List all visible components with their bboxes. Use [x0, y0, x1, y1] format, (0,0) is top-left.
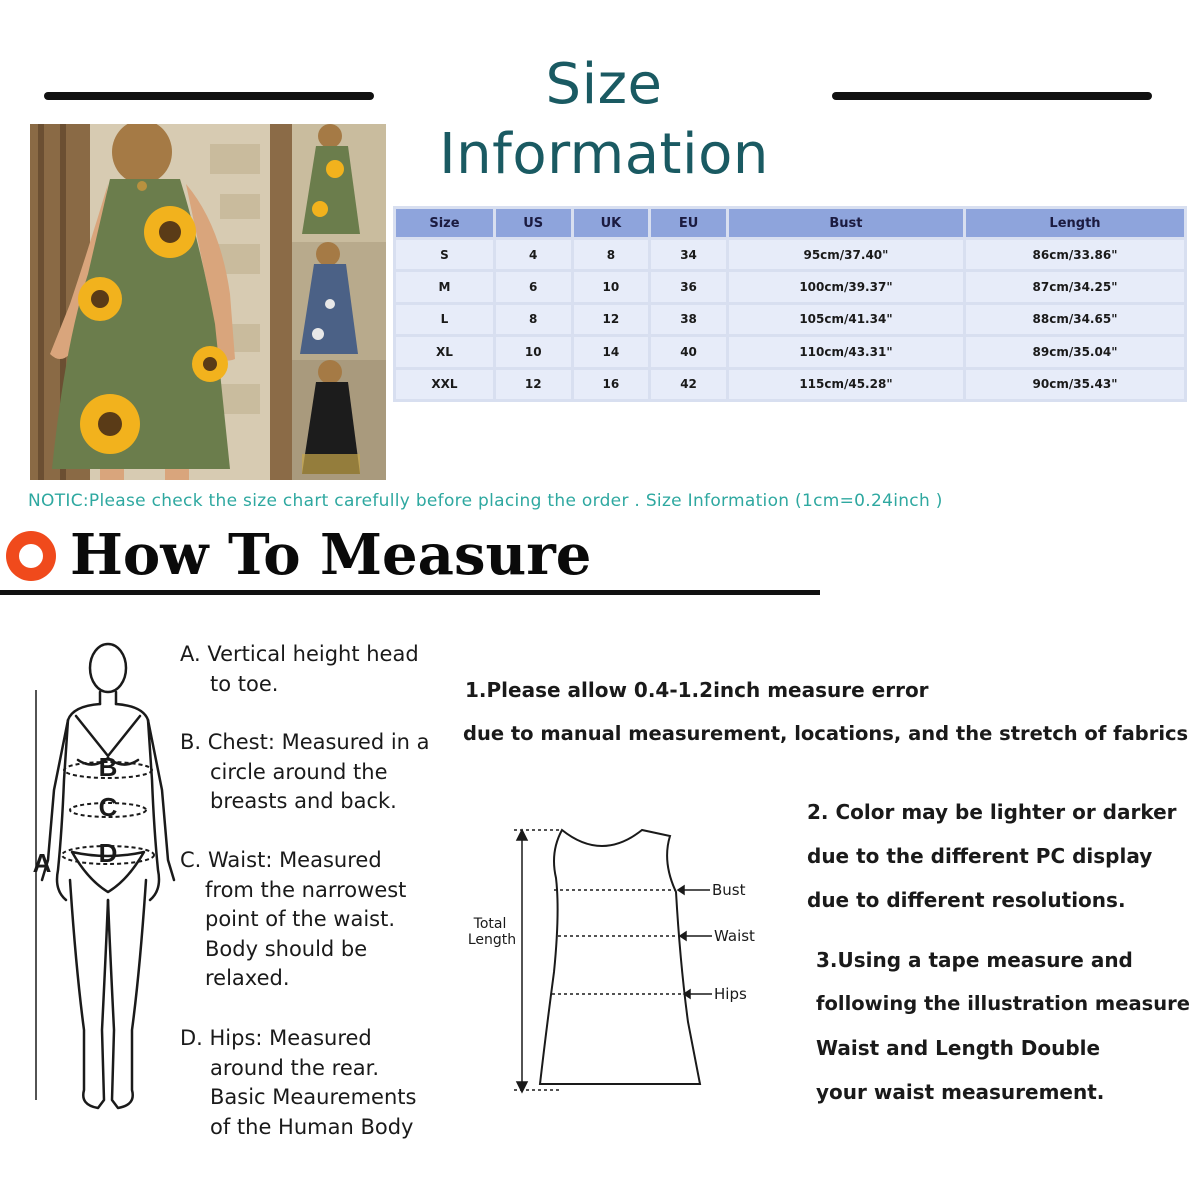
table-row — [396, 305, 1184, 334]
table-cell: 16 — [574, 370, 649, 399]
body-label-c: C — [98, 792, 118, 822]
table-cell: 6 — [496, 272, 571, 301]
table-cell: 90cm/35.43" — [966, 370, 1184, 399]
page-title: Size Information — [439, 52, 769, 187]
note-3-line-4: your waist measurement. — [816, 1080, 1105, 1104]
table-cell: 95cm/37.40" — [729, 240, 963, 269]
definition-c — [180, 846, 406, 994]
table-cell: L — [396, 305, 493, 334]
column-header: UK — [574, 209, 649, 237]
definition-line: from the narrowest — [205, 877, 407, 902]
table-cell: 40 — [651, 337, 726, 366]
body-label-b: B — [98, 752, 118, 782]
size-chart-table — [393, 206, 1187, 402]
hips-label: Hips — [714, 985, 747, 1003]
definition-line: B. Chest: Measured in a — [180, 730, 430, 754]
note-3-line-3: Waist and Length Double — [816, 1036, 1101, 1060]
note-1-line-1: 1.Please allow 0.4-1.2inch measure error — [465, 678, 929, 702]
note-1-line-2: due to manual measurement, locations, and the stretch of fabrics — [463, 722, 1189, 745]
definition-b — [180, 728, 430, 817]
table-cell: 110cm/43.31" — [729, 337, 963, 366]
table-cell: 10 — [574, 272, 649, 301]
column-header: US — [496, 209, 571, 237]
total-length-label-1: Total — [473, 916, 507, 932]
body-label-a: A — [32, 848, 52, 878]
column-header: EU — [651, 209, 726, 237]
note-2-line-2: due to the different PC display — [807, 844, 1153, 868]
table-cell: M — [396, 272, 493, 301]
column-header: Size — [396, 209, 493, 237]
table-cell: 86cm/33.86" — [966, 240, 1184, 269]
definition-d — [180, 1024, 416, 1142]
table-cell: 100cm/39.37" — [729, 272, 963, 301]
table-row — [396, 370, 1184, 399]
definition-line: to toe. — [210, 671, 279, 696]
note-3-line-1: 3.Using a tape measure and — [816, 948, 1133, 972]
table-cell: 36 — [651, 272, 726, 301]
table-row — [396, 337, 1184, 366]
section-rule — [0, 590, 820, 595]
product-photo — [30, 124, 386, 480]
definition-line: of the Human Body — [210, 1114, 414, 1139]
table-cell: 4 — [496, 240, 571, 269]
total-length-label-2: Length — [467, 932, 517, 948]
definition-line: Body should be — [205, 936, 368, 961]
header-rule-left — [44, 92, 374, 100]
bust-label: Bust — [712, 881, 746, 899]
table-cell: 115cm/45.28" — [729, 370, 963, 399]
header-rule-right — [832, 92, 1152, 100]
note-2-line-3: due to different resolutions. — [807, 888, 1126, 912]
definition-line: relaxed. — [205, 966, 290, 990]
table-cell: XL — [396, 337, 493, 366]
table-cell: 10 — [496, 337, 571, 366]
body-outline-figure — [28, 630, 178, 1120]
column-header: Bust — [729, 209, 963, 237]
table-cell: S — [396, 240, 493, 269]
size-information-header — [0, 50, 1200, 187]
waist-label: Waist — [714, 927, 755, 945]
table-cell: 87cm/34.25" — [966, 272, 1184, 301]
note-3-line-2: following the illustration measure — [816, 992, 1190, 1015]
table-header-row — [396, 209, 1184, 237]
how-to-measure-title: How To Measure — [70, 522, 592, 588]
definition-line: D. Hips: Measured — [180, 1026, 372, 1050]
definition-line: around the rear. — [210, 1055, 379, 1080]
table-row — [396, 240, 1184, 269]
dress-measure-diagram — [462, 822, 772, 1097]
table-cell: 38 — [651, 305, 726, 334]
body-label-d: D — [98, 838, 118, 868]
note-2-line-1: 2. Color may be lighter or darker — [807, 800, 1177, 824]
definition-line: point of the waist. — [205, 907, 396, 931]
table-cell: 89cm/35.04" — [966, 337, 1184, 366]
table-cell: XXL — [396, 370, 493, 399]
table-cell: 34 — [651, 240, 726, 269]
table-cell: 105cm/41.34" — [729, 305, 963, 334]
table-row — [396, 272, 1184, 301]
definition-line: Basic Meaurements — [210, 1085, 417, 1109]
table-cell: 14 — [574, 337, 649, 366]
table-cell: 42 — [651, 370, 726, 399]
definition-line: C. Waist: Measured — [180, 848, 382, 872]
definition-line: breasts and back. — [210, 789, 397, 813]
definition-line: circle around the — [210, 759, 388, 784]
circle-bullet-icon — [6, 531, 56, 581]
table-cell: 88cm/34.65" — [966, 305, 1184, 334]
table-cell: 12 — [574, 305, 649, 334]
definition-a — [180, 640, 419, 699]
table-cell: 8 — [496, 305, 571, 334]
definition-line: A. Vertical height head — [180, 642, 419, 666]
column-header: Length — [966, 209, 1184, 237]
table-cell: 8 — [574, 240, 649, 269]
size-notice: NOTIC:Please check the size chart carefully before placing the order . Size Information (1cm=0.24inch ) — [28, 491, 943, 511]
table-cell: 12 — [496, 370, 571, 399]
